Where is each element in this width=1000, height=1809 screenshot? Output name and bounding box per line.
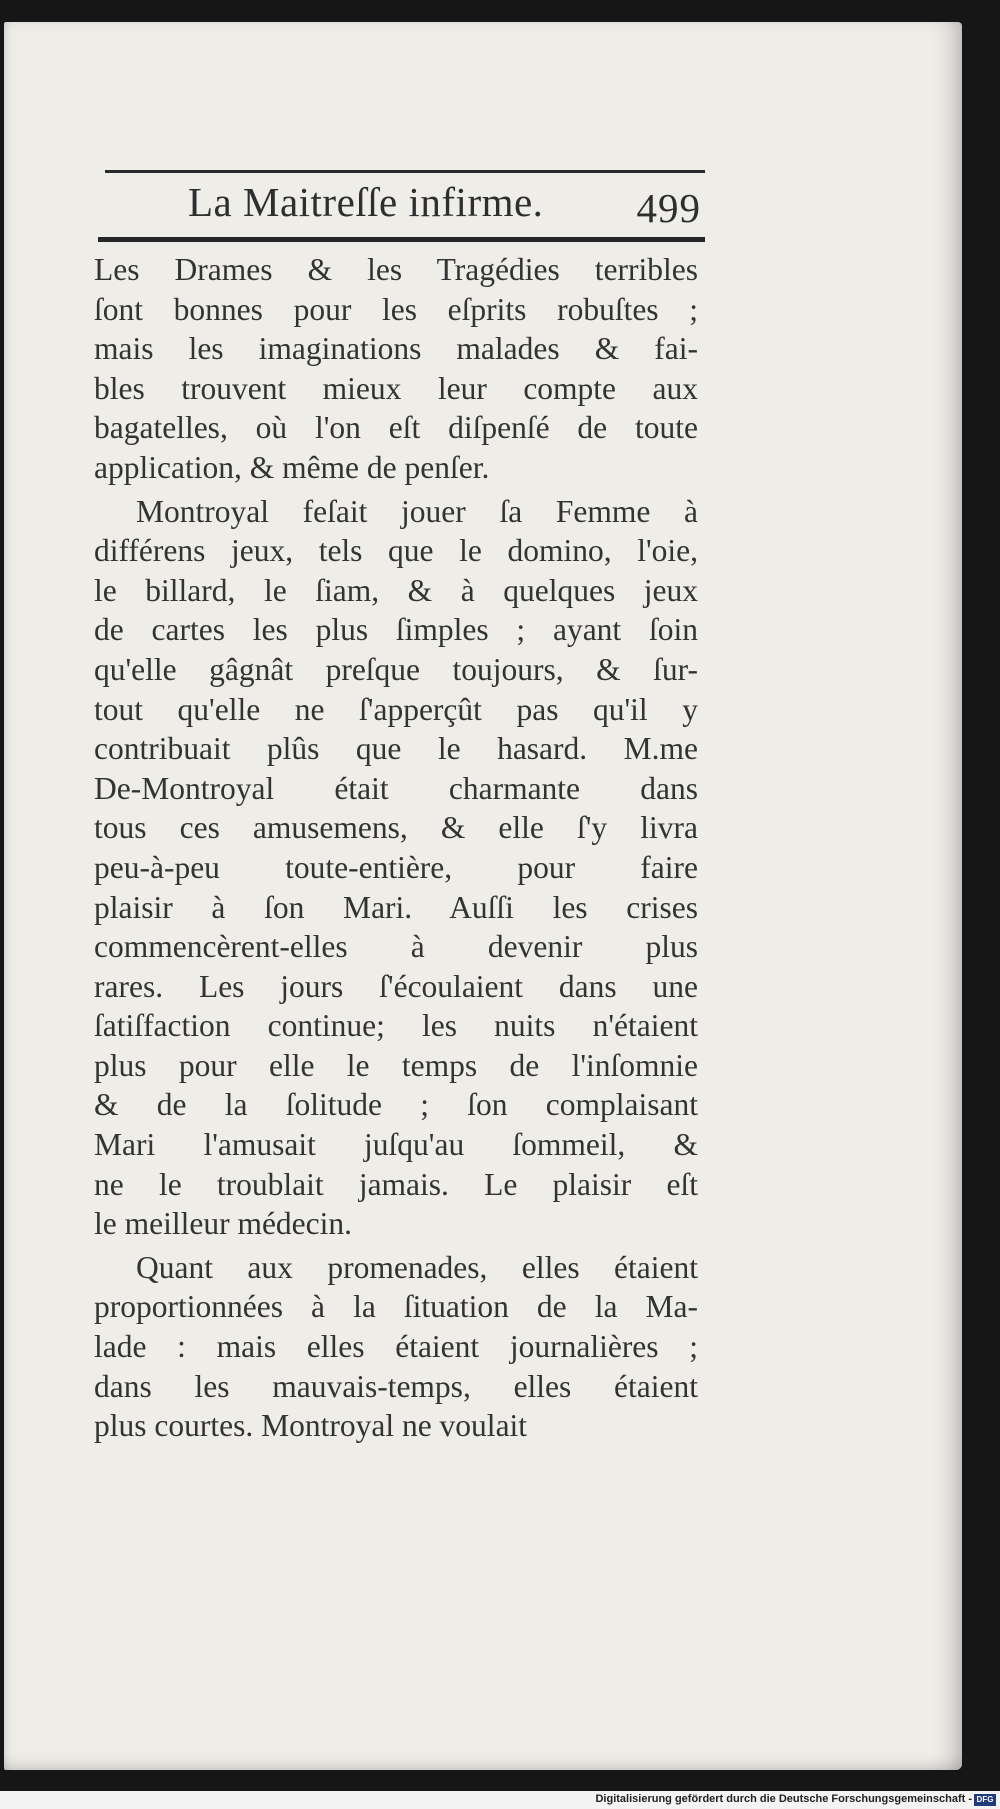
text-line: le meilleur médecin.	[94, 1206, 353, 1242]
text-line: dans les mauvais-temps, elles étaient	[94, 1368, 698, 1404]
running-head-title: La Maitreſſe infirme.	[188, 179, 544, 225]
text-line: qu'elle gâgnât preſque toujours, & ſur-	[94, 651, 698, 687]
text-line: Les Drames & les Tragédies terribles	[94, 252, 698, 287]
text-line: peu-à-peu toute-entière, pour faire	[94, 849, 698, 885]
text-line: mais les imaginations malades & fai-	[94, 331, 698, 367]
text-line: lade : mais elles étaient journalières ;	[94, 1329, 698, 1365]
paragraph	[94, 492, 698, 1244]
body-text	[94, 250, 698, 1446]
paragraph	[94, 1248, 698, 1446]
dfg-logo: DFG	[974, 1794, 996, 1806]
header-rule-bottom	[98, 237, 705, 242]
text-line: plus pour elle le temps de l'inſomnie	[94, 1047, 698, 1083]
text-line: tout qu'elle ne ſ'apperçût pas qu'il y	[94, 691, 698, 727]
text-line: plaisir à ſon Mari. Auſſi les crises	[94, 889, 698, 925]
text-line: Mari l'amusait juſqu'au ſommeil, &	[94, 1127, 698, 1163]
text-line: différens jeux, tels que le domino, l'oie,	[94, 533, 698, 569]
text-line: tous ces amusemens, & elle ſ'y livra	[94, 810, 698, 846]
text-line: ſont bonnes pour les eſprits robuſtes ;	[94, 291, 698, 327]
text-line: plus courtes. Montroyal ne voulait	[94, 1408, 528, 1444]
text-line: bles trouvent mieux leur compte aux	[94, 370, 698, 406]
text-line: De-Montroyal était charmante dans	[94, 770, 698, 806]
paragraph	[94, 250, 698, 488]
text-line: application, & même de penſer.	[94, 449, 490, 485]
text-line: ſatiſfaction continue; les nuits n'étaient	[94, 1008, 698, 1044]
text-line: Montroyal feſait jouer ſa Femme à	[136, 493, 698, 529]
page-number: 499	[636, 185, 701, 231]
text-line: bagatelles, où l'on eſt diſpenſé de toute	[94, 410, 698, 446]
text-line: rares. Les jours ſ'écoulaient dans une	[94, 968, 698, 1004]
text-line: le billard, le ſiam, & à quelques jeux	[94, 572, 698, 608]
text-line: & de la ſolitude ; ſon complaisant	[94, 1087, 698, 1123]
running-head	[105, 176, 705, 234]
digitization-credit: Digitalisierung gefördert durch die Deutsche Forschungsgemeinschaft -	[595, 1793, 972, 1805]
text-line: ne le troublait jamais. Le plaisir eſt	[94, 1166, 698, 1202]
header-rule-top	[105, 170, 705, 173]
text-line: commencèrent-elles à devenir plus	[94, 929, 698, 965]
text-line: Quant aux promenades, elles étaient	[136, 1249, 698, 1285]
text-line: contribuait plûs que le hasard. M.me	[94, 731, 698, 767]
text-line: de cartes les plus ſimples ; ayant ſoin	[94, 612, 698, 648]
text-line: proportionnées à la ſituation de la Ma-	[94, 1289, 698, 1325]
